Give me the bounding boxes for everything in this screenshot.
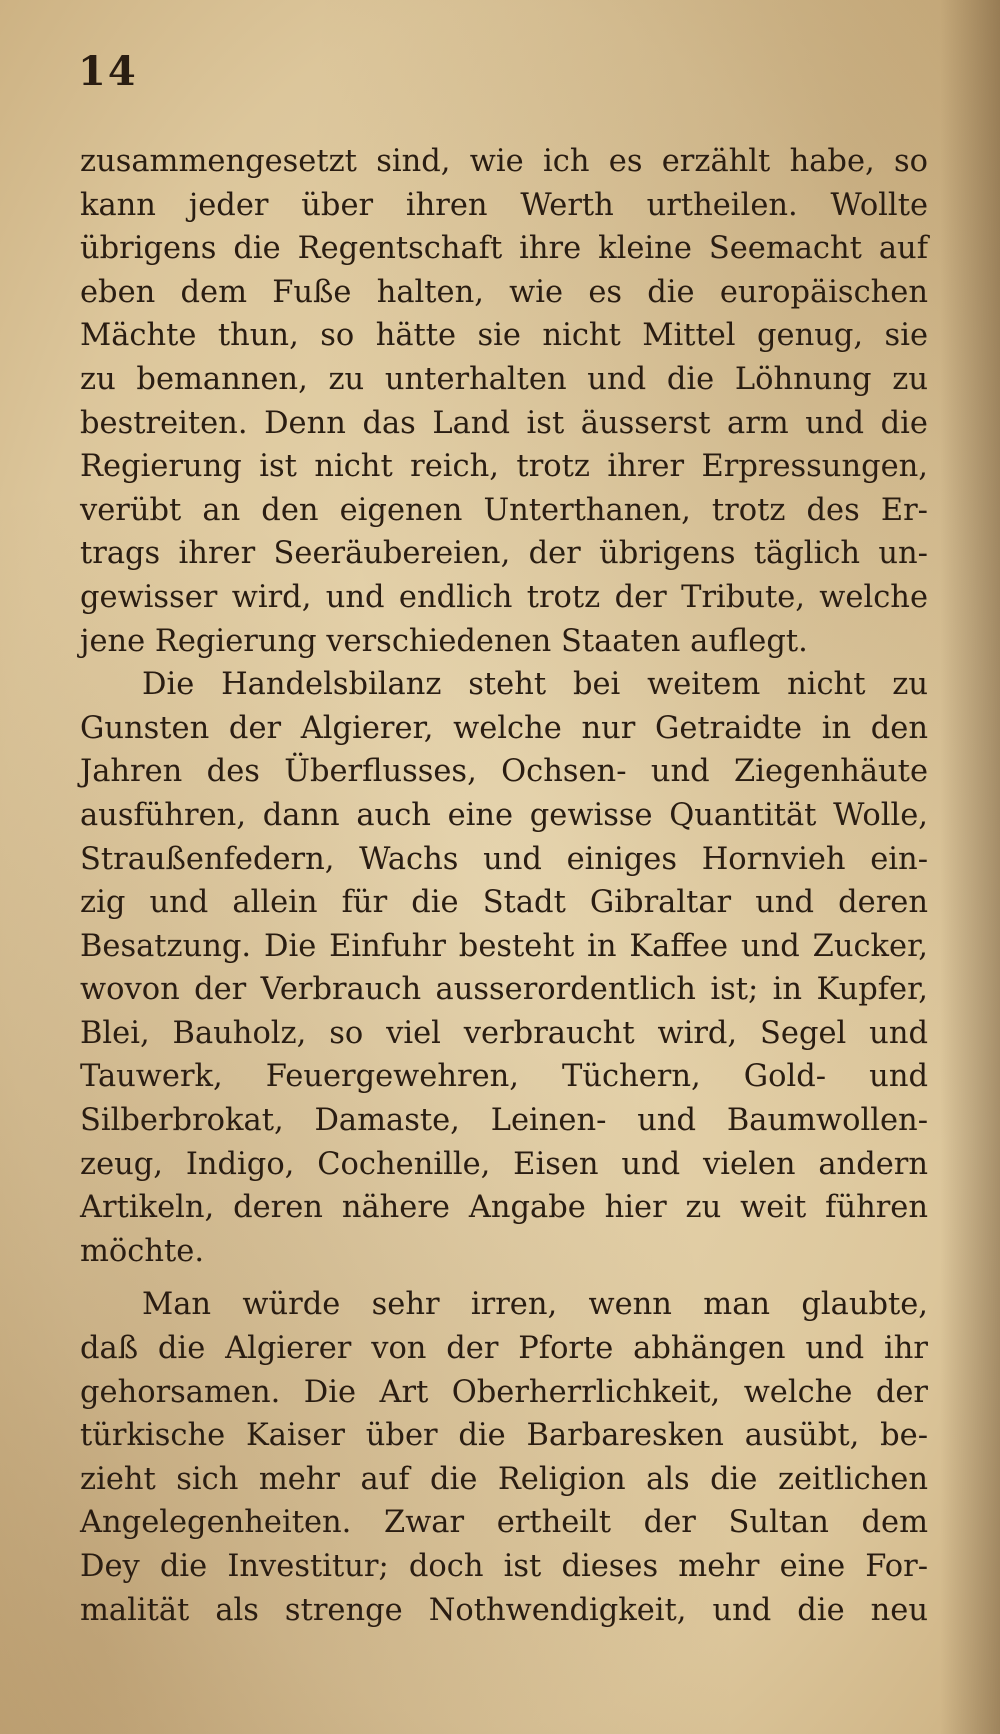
- text-line: wovon der Verbrauch ausserordentlich ist; in Kupfer,: [80, 972, 928, 1008]
- paragraph-1: [80, 140, 928, 663]
- text-line: jene Regierung verschiedenen Staaten auflegt.: [80, 623, 808, 659]
- paragraph-spacer: [80, 1273, 928, 1283]
- text-line: Regierung ist nicht reich, trotz ihrer Erpressungen,: [80, 449, 928, 485]
- text-line: Dey die Investitur; doch ist dieses mehr eine For-: [80, 1549, 928, 1584]
- text-line: zu bemannen, zu unterhalten und die Löhnung zu: [80, 361, 928, 397]
- text-line: Angelegenheiten. Zwar ertheilt der Sultan dem: [80, 1505, 928, 1541]
- paragraph-2: [80, 663, 928, 1273]
- text-line: verübt an den eigenen Unterthanen, trotz des Er-: [80, 492, 928, 528]
- text-line: übrigens die Regentschaft ihre kleine Seemacht auf: [80, 231, 928, 267]
- text-line: möchte.: [80, 1233, 205, 1269]
- text-line: Tauwerk, Feuergewehren, Tüchern, Gold- und: [80, 1059, 928, 1095]
- text-line: malität als strenge Nothwendigkeit, und die neu: [80, 1592, 928, 1628]
- text-line: trags ihrer Seeräubereien, der übrigens täglich un-: [80, 536, 928, 572]
- text-line: Mächte thun, so hätte sie nicht Mittel genug, sie: [80, 318, 928, 354]
- text-line: gehorsamen. Die Art Oberherrlichkeit, welche der: [80, 1374, 928, 1410]
- text-line: zieht sich mehr auf die Religion als die zeitlichen: [80, 1461, 928, 1497]
- text-line: bestreiten. Denn das Land ist äusserst arm und die: [80, 405, 928, 441]
- text-line: Silberbrokat, Damaste, Leinen- und Baumwollen-: [80, 1103, 928, 1139]
- text-line: ausführen, dann auch eine gewisse Quantität Wolle,: [80, 797, 928, 833]
- text-line: Blei, Bauholz, so viel verbraucht wird, Segel und: [80, 1015, 928, 1051]
- paragraph-3: [80, 1283, 928, 1632]
- page-edge-shadow: [940, 0, 1000, 1734]
- text-line: Jahren des Überflusses, Ochsen- und Ziegenhäute: [80, 754, 928, 790]
- text-line: zig und allein für die Stadt Gibraltar und deren: [80, 885, 928, 921]
- text-line: Besatzung. Die Einfuhr besteht in Kaffee und Zucker,: [80, 928, 928, 964]
- text-line: Man würde sehr irren, wenn man glaubte,: [142, 1287, 928, 1323]
- text-line: Die Handelsbilanz steht bei weitem nicht zu: [142, 667, 928, 703]
- page-number: 14: [78, 48, 138, 95]
- text-line: Artikeln, deren nähere Angabe hier zu weit führen: [80, 1190, 928, 1226]
- text-line: Gunsten der Algierer, welche nur Getraidte in den: [80, 710, 928, 746]
- text-line: daß die Algierer von der Pforte abhängen und ihr: [80, 1331, 928, 1367]
- text-line: Straußenfedern, Wachs und einiges Hornvieh ein-: [80, 841, 928, 877]
- text-line: kann jeder über ihren Werth urtheilen. Wollte: [80, 187, 928, 223]
- text-line: eben dem Fuße halten, wie es die europäischen: [80, 274, 928, 310]
- text-line: zeug, Indigo, Cochenille, Eisen und vielen andern: [80, 1146, 928, 1182]
- text-line: zusammengesetzt sind, wie ich es erzählt habe, so: [80, 144, 928, 179]
- text-line: gewisser wird, und endlich trotz der Tribute, welche: [80, 579, 928, 615]
- body-text: [80, 140, 928, 1632]
- text-line: türkische Kaiser über die Barbaresken ausübt, be-: [80, 1418, 928, 1454]
